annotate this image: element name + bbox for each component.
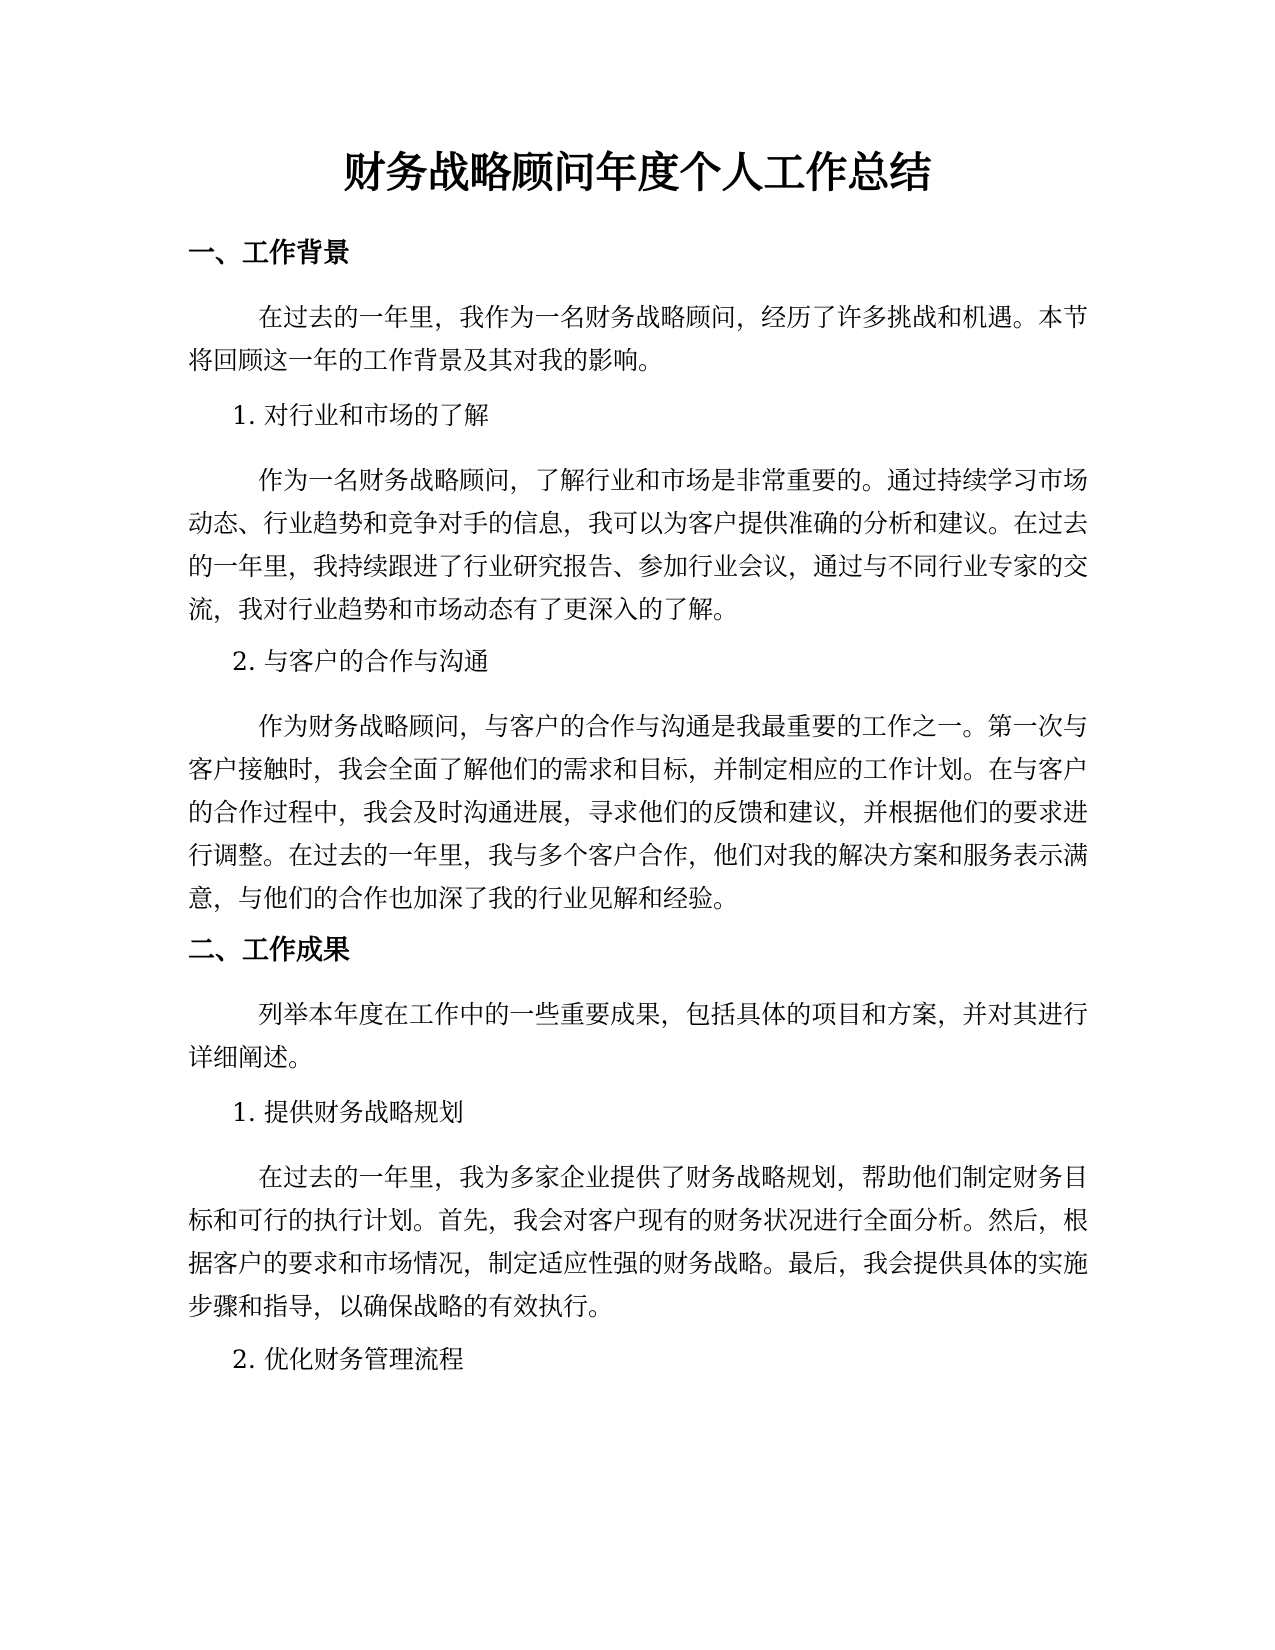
sub-item-label-industry: 1. 对行业和市场的了解 (232, 401, 489, 430)
sub-item-body-client: 作为财务战略顾问，与客户的合作与沟通是我最重要的工作之一。第一次与客户接触时，我会全面了解他们的需求和目标，并制定相应的工作计划。在与客户的合作过程中，我会及时沟通进展，寻求他们的反馈和建议，并根据他们的要求进行调整。在过去的一年里，我与多个客户合作，他们对我的解决方案和服务表示满意，与他们的合作也加深了我的行业见解和经验。 (188, 712, 1089, 913)
sub-item-label-client: 2. 与客户的合作与沟通 (232, 647, 489, 676)
sub-item-body-strategy: 在过去的一年里，我为多家企业提供了财务战略规划，帮助他们制定财务目标和可行的执行计划。首先，我会对客户现有的财务状况进行全面分析。然后，根据客户的要求和市场情况，制定适应性强的财务战略。最后，我会提供具体的实施步骤和指导，以确保战略的有效执行。 (188, 1163, 1089, 1321)
section-intro-background: 在过去的一年里，我作为一名财务战略顾问，经历了许多挑战和机遇。本节将回顾这一年的工作背景及其对我的影响。 (188, 303, 1088, 375)
section-heading-background: 一、工作背景 (188, 238, 350, 269)
sub-item-label-strategy: 1. 提供财务战略规划 (232, 1098, 464, 1127)
sub-item-label-process: 2. 优化财务管理流程 (232, 1345, 464, 1374)
section-intro-results: 列举本年度在工作中的一些重要成果，包括具体的项目和方案，并对其进行详细阐述。 (188, 1000, 1088, 1072)
document-title: 财务战略顾问年度个人工作总结 (343, 148, 932, 197)
sub-item-body-industry: 作为一名财务战略顾问，了解行业和市场是非常重要的。通过持续学习市场动态、行业趋势和竞争对手的信息，我可以为客户提供准确的分析和建议。在过去的一年里，我持续跟进了行业研究报告、参加行业会议，通过与不同行业专家的交流，我对行业趋势和市场动态有了更深入的了解。 (188, 466, 1089, 624)
section-heading-results: 二、工作成果 (188, 935, 350, 966)
